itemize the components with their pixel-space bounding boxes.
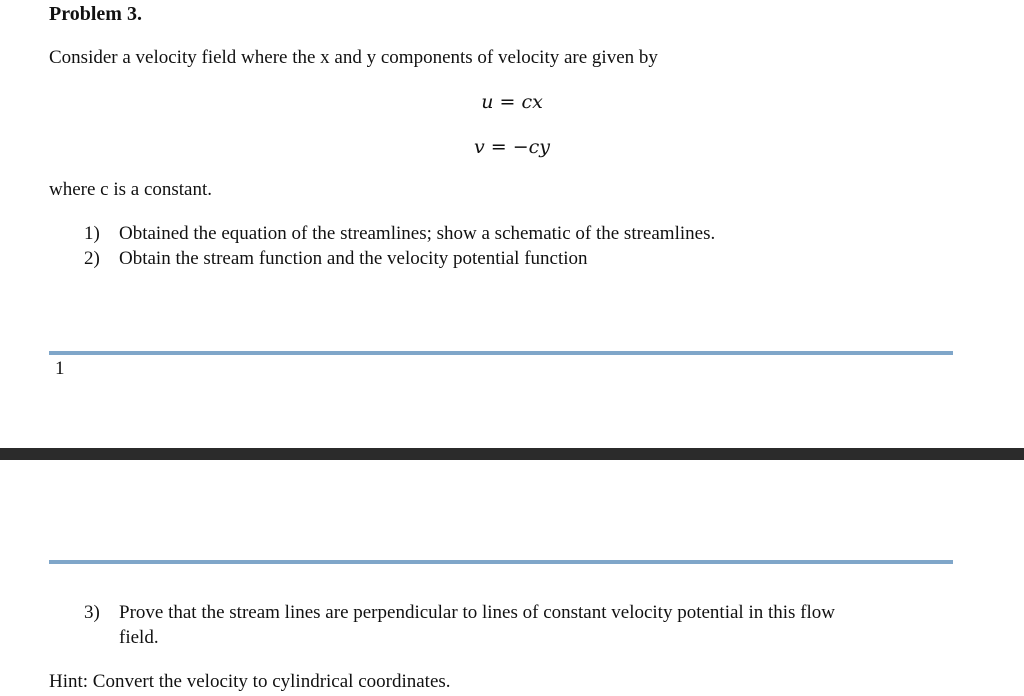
problem-intro: Consider a velocity field where the x and y components of velocity are given by <box>49 47 658 68</box>
question-item-1 <box>0 221 1024 246</box>
question-text: Obtained the equation of the streamlines; show a schematic of the streamlines. <box>119 223 716 244</box>
problem-title: Problem 3. <box>49 3 142 25</box>
question-number: 3) <box>84 602 100 623</box>
question-number: 1) <box>84 223 100 244</box>
question-item-2 <box>0 246 1024 271</box>
question-item-3 <box>0 600 1024 625</box>
page-break-bar <box>0 448 1024 460</box>
question-number: 2) <box>84 248 100 269</box>
equation-v: v = −cy <box>473 136 551 158</box>
header-divider <box>49 560 953 564</box>
question-item-3-continuation <box>0 625 1024 650</box>
page-number: 1 <box>55 358 65 379</box>
equation-u: u = cx <box>481 91 543 113</box>
question-text: Obtain the stream function and the velocity potential function <box>119 248 588 269</box>
constant-note: where c is a constant. <box>49 179 213 200</box>
question-text: Prove that the stream lines are perpendicular to lines of constant velocity potential in this flow <box>119 602 835 623</box>
hint-text: Hint: Convert the velocity to cylindrical coordinates. <box>49 671 451 692</box>
footer-divider <box>49 351 953 355</box>
question-text: field. <box>119 627 159 648</box>
